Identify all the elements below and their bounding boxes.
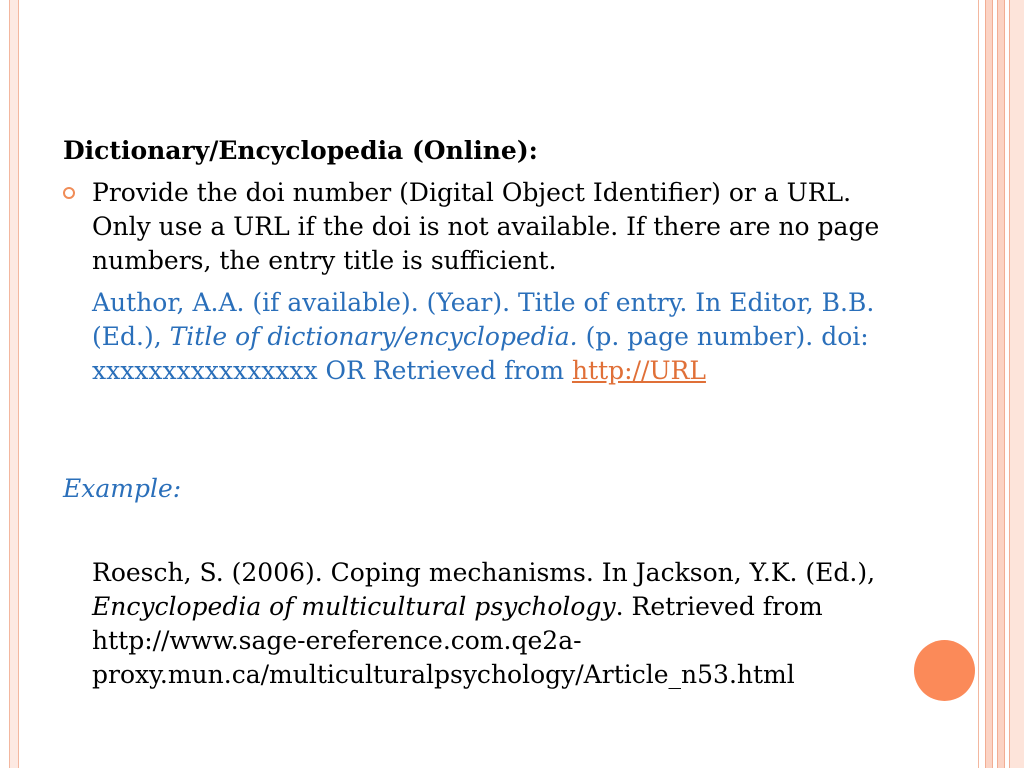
right-border-line	[978, 0, 979, 768]
example-part1: Roesch, S. (2006). Coping mechanisms. In Jackson, Y.K. (Ed.),	[92, 558, 876, 587]
citation-template	[92, 286, 892, 388]
example-label: Example:	[63, 474, 182, 503]
url-link[interactable]: http://URL	[571, 356, 706, 385]
right-border-band	[1009, 0, 1024, 768]
orange-circle-decoration	[914, 640, 975, 701]
citation-template-part1: Author, A.A. (if available). (Year). Title of entry. In Editor, B.B. (Ed.),	[92, 288, 875, 351]
left-border-decoration	[9, 0, 19, 768]
bullet-ring-icon	[63, 187, 75, 199]
right-border-stripe	[997, 0, 1005, 768]
citation-template-part2: (p. page number). doi: xxxxxxxxxxxxxxxx OR Retrieved from	[92, 322, 869, 385]
citation-template-title: Title of dictionary/encyclopedia.	[169, 322, 578, 351]
example-citation	[92, 556, 922, 692]
example-part2: . Retrieved from http://www.sage-ereference.com.qe2a-proxy.mun.ca/multiculturalpsychology/Article_n53.html	[92, 592, 823, 689]
right-border-stripe	[985, 0, 993, 768]
bullet-text: Provide the doi number (Digital Object Identifier) or a URL. Only use a URL if the doi is not available. If there are no page numbers, the entry title is sufficient.	[92, 178, 880, 275]
slide-heading: Dictionary/Encyclopedia (Online):	[63, 136, 538, 165]
example-title: Encyclopedia of multicultural psychology	[92, 592, 616, 621]
